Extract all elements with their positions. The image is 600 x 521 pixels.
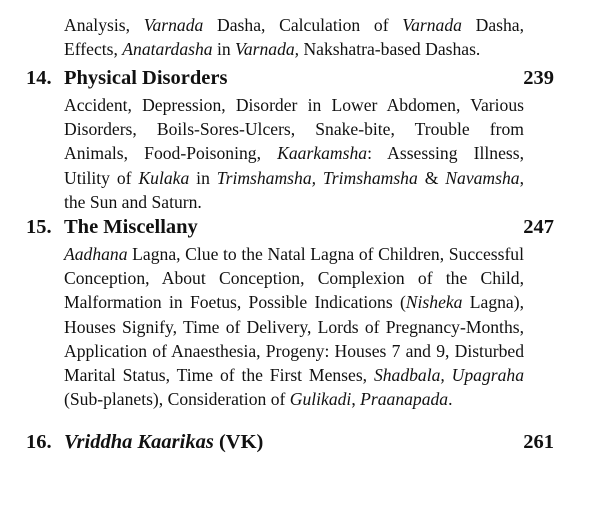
continuation-paragraph: Analysis, Varnada Dasha, Calculation of Varnada Dasha, Effects, Anatardasha in Varnada, Nakshatra-based Dashas. (64, 15, 524, 60)
chapter-title: The Miscellany (64, 216, 198, 238)
chapter-16-heading (26, 428, 554, 456)
page-number: 239 (523, 67, 554, 89)
chapter-14-description: Accident, Depression, Disorder in Lower Abdomen, Various Disorders, Boils-Sores-Ulcers, Snake-bite, Trouble from Animals, Food-Poisoning, Kaarkamsha: Assessing Illness, Utility of Kulaka in Trimshamsha, Trimshamsha & Navamsha, the Sun and Saturn. (64, 95, 525, 212)
chapter-title: Vriddha Kaarikas (VK) (64, 431, 264, 453)
chapter-title: Physical Disorders (64, 67, 228, 89)
chapter-15-description: Aadhana Lagna, Clue to the Natal Lagna of Children, Successful Conception, About Conception, Complexion of the Child, Malformation in Foetus, Possible Indications (Nisheka Lagna), Houses Signify, Time of Delivery, Lords of Pregnancy-Months, Application of Anaesthesia, Progeny: Houses 7 and 9, Disturbed Marital Status, Time of the First Menses, Shadbala, Upagraha (Sub-planets), Consideration of Gulikadi, Praanapada. (64, 244, 524, 410)
chapter-number: 14. (26, 67, 52, 89)
page-number: 247 (523, 216, 554, 238)
chapter-number: 15. (26, 216, 52, 238)
chapter-14-heading (26, 64, 554, 92)
chapter-number: 16. (26, 431, 52, 453)
page-number: 261 (523, 431, 554, 453)
chapter-15-heading (26, 213, 554, 241)
